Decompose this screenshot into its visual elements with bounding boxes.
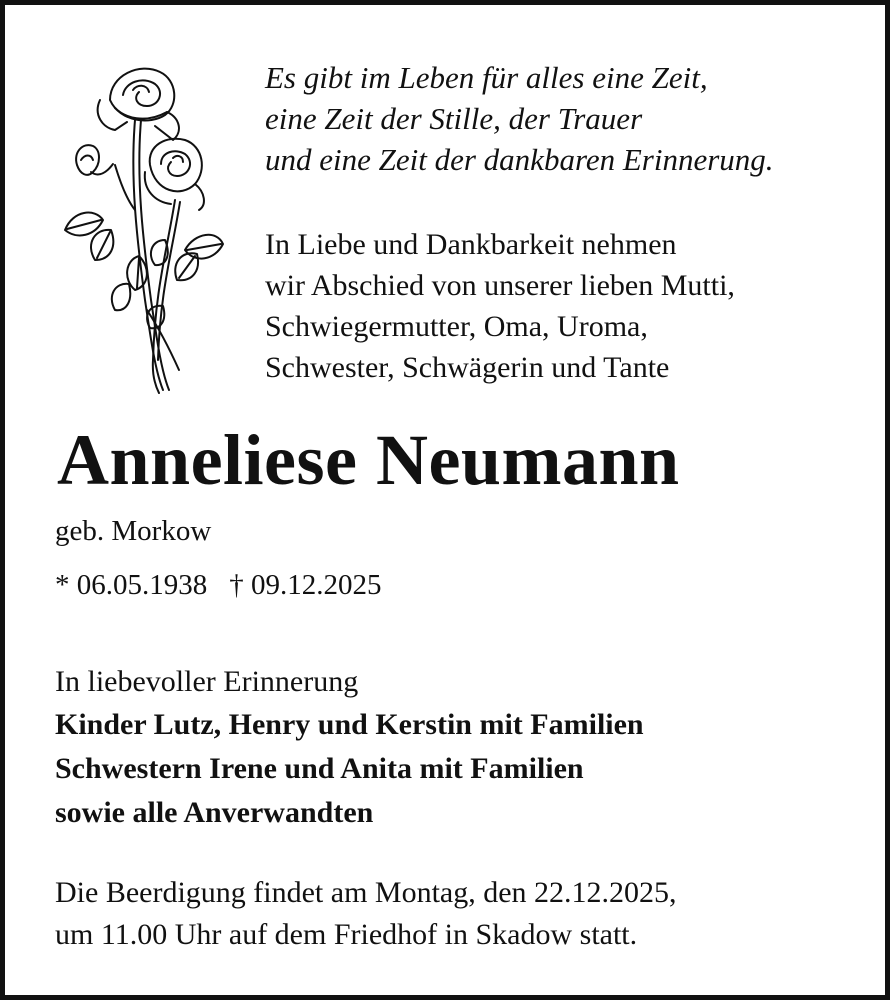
farewell-intro-line: In Liebe und Dankbarkeit nehmen (265, 228, 677, 261)
mourner-line: sowie alle Anverwandten (55, 796, 374, 829)
farewell-intro-line: wir Abschied von unserer lieben Mutti, (265, 269, 735, 302)
funeral-info-line: Die Beerdigung findet am Montag, den 22.12.2025, (55, 876, 677, 909)
farewell-intro-line: Schwester, Schwägerin und Tante (265, 351, 670, 384)
funeral-info (55, 872, 677, 956)
poem-line: und eine Zeit der dankbaren Erinnerung. (265, 142, 774, 177)
mourner-line: Kinder Lutz, Henry und Kerstin mit Familien (55, 708, 644, 741)
poem-line: Es gibt im Leben für alles eine Zeit, (265, 60, 708, 95)
poem (265, 57, 774, 180)
mourners-list (55, 703, 644, 835)
poem-line: eine Zeit der Stille, der Trauer (265, 101, 643, 136)
death-date: † 09.12.2025 (229, 569, 382, 601)
maiden-name: geb. Morkow (55, 515, 212, 547)
farewell-intro-line: Schwiegermutter, Oma, Uroma, (265, 310, 648, 343)
memory-intro: In liebevoller Erinnerung (55, 665, 359, 698)
deceased-name: Anneliese Neumann (57, 420, 680, 500)
life-dates (55, 567, 382, 603)
funeral-info-line: um 11.00 Uhr auf dem Friedhof in Skadow statt. (55, 918, 638, 951)
farewell-intro (265, 224, 735, 388)
mourner-line: Schwestern Irene und Anita mit Familien (55, 752, 584, 785)
rose-icon (55, 60, 225, 400)
birth-date: * 06.05.1938 (55, 569, 208, 601)
